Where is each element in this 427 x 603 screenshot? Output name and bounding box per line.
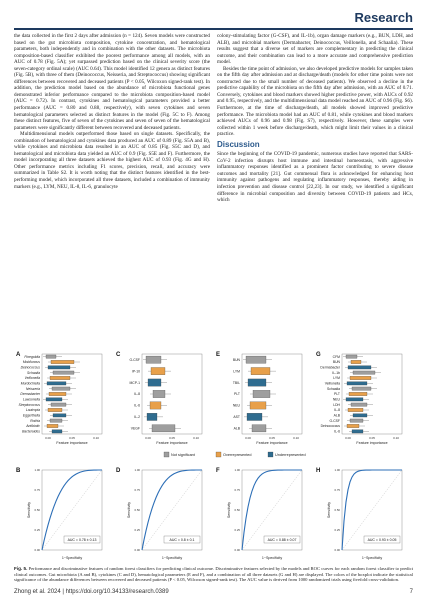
feature-label: Eggerthella <box>22 413 40 418</box>
feature-label: Bacteroides <box>22 429 40 434</box>
feature-label: Deinococcus <box>20 365 40 370</box>
paragraph: Since the beginning of the COVID-19 pandemic, numerous studies have reported that SARS-CoV-2 infection disrupts host immune and intestinal homeostasis, with aggressive inflammatory responses identified as a prominent factor contributing to severe disease outcomes and mortality [21]. Gut commensal flora is acknowledged for enhancing host immunity against pathogens and regulating inflammatory responses, thereby aiding in infection prevention and disease control [22,23]. In our study, we identified a significant difference in microbial composition and diversity between COVID-19 patients and HCs, which <box>217 151 413 204</box>
x-axis-title: Feature importance <box>56 441 88 445</box>
tick-label: 0.10 <box>393 436 399 440</box>
box <box>346 398 363 401</box>
box <box>352 387 371 390</box>
feature-label: G-CSF <box>329 418 340 423</box>
box <box>51 360 74 363</box>
box <box>353 371 375 374</box>
y-axis-title: Sensitivity <box>227 501 231 519</box>
feature-label: NEU <box>332 397 340 402</box>
tick-label: 0.05 <box>369 436 375 440</box>
tick-label: 0.05 <box>169 436 175 440</box>
paragraph: Besides the time point of admission, we also developed predictive models for samples taken on the fifth day after admission and at discharge/death (models for other time points were not constructed due to the small number of deceased patients). We observed a decline in the predictive capability of the microbiota on the fifth day after admission, with an AUC of 0.71. Conversely, cytokines and blood markers showed higher predictive power, with AUCs of 0.92 and 0.95, respectively, and the multidimensional data model reached an AUC of 0.96 (Fig. S6). Furthermore, at the time of discharge/death, all models showed improved predictive performance. The microbiota model had an AUC of 0.81, while cytokines and blood markers achieved AUCs of 0.96 and 0.98 (Fig. S7), respectively. However, these samples were collected within 1 week before discharge/death, which might limit their values in a clinical practice. <box>217 65 413 138</box>
box <box>348 408 363 411</box>
box <box>347 424 359 427</box>
feature-label: Lautropia <box>25 408 40 413</box>
tick-label: 1.00 <box>34 468 40 473</box>
feature-label: VEGF <box>130 426 140 431</box>
box <box>50 376 70 379</box>
y-axis-title: Sensitivity <box>27 501 31 519</box>
feature-label: Murdochiella <box>20 381 40 386</box>
box <box>46 355 56 358</box>
auc-label: AUC = 0.8 ± 0.1 <box>169 538 195 542</box>
box <box>252 425 266 432</box>
paragraph: colony-stimulating factor (G-CSF), and IL-1b), organ damage markers (e.g., BUN, LDH, and ALB), and microbial markers (Dermabacter, Deinococcus, Veillonella, and Schaalia). These results suggest that a diverse set of markers are complementary in predicting the clinical outcome, and their combination can lead to a more accurate and comprehensive prediction model. <box>217 33 413 66</box>
tick-label: 0.00 <box>245 436 251 440</box>
feature-label: BUN <box>232 357 240 362</box>
box <box>47 382 66 385</box>
tick-label: 0.50 <box>34 508 40 513</box>
x-axis-title: 1−Specificity <box>361 556 383 560</box>
tick-label: 0.50 <box>334 508 340 513</box>
box <box>248 379 266 386</box>
panel-label: G <box>316 352 321 358</box>
feature-label: IL-1b <box>332 370 340 375</box>
feature-label: NEU <box>232 403 240 408</box>
feature-label: Dermabacter <box>20 392 40 397</box>
tick-label: 0.00 <box>145 436 151 440</box>
x-axis-title: 1−Specificity <box>61 556 83 560</box>
tick-label: 1.00 <box>234 468 240 473</box>
tick-label: 0.25 <box>34 528 40 533</box>
section-heading: Discussion <box>217 139 260 149</box>
box <box>148 379 161 386</box>
y-axis-title: Sensitivity <box>327 501 331 519</box>
feature-label: Lawsonella <box>23 397 40 402</box>
figure-5 <box>14 348 413 566</box>
feature-label: Antibiotic <box>26 424 40 429</box>
tick-label: 0.00 <box>234 548 240 553</box>
feature-label: Rothia <box>30 418 40 423</box>
feature-label: MCP-1 <box>129 380 140 385</box>
feature-label: CFM <box>332 354 340 359</box>
feature-label: ALB <box>233 426 240 431</box>
box <box>346 355 357 358</box>
feature-label: LYM <box>233 369 240 374</box>
box <box>52 430 62 433</box>
paragraph: Multidimensional models outperformed those based on single datasets. Specifically, the combination of hematological and cytokines data produced an AUC of 0.89 (Fig. S5A and B), while cytokines and microbiota data resulted in an AUC of 0.85 (Fig. S5C and D), and hematological and microbiota data yielded an AUC of 0.9 (Fig. S5E and F). Furthermore, the model incorporating all three datasets achieved the highest AUC of 0.93 (Fig. 4G and H). Other performance metrics including F1 scores, precision, recall, and accuracy were summarized in Table S2. It is worth noting that the distinct features identified in the best-performing model, which incorporated all three datasets, included a combination of immunity markers (e.g., LYM, NEU, IL-8, IL-6, granulocyte <box>14 131 210 190</box>
left-column <box>14 33 210 190</box>
feature-label: Mobiluncus <box>22 360 40 365</box>
tick-label: 0.50 <box>134 508 140 513</box>
feature-label: ALB <box>333 413 340 418</box>
tick-label: 0.25 <box>134 528 140 533</box>
box <box>351 403 367 406</box>
box <box>49 392 66 395</box>
feature-label: IP-10 <box>131 369 140 374</box>
tick-label: 0.10 <box>293 436 299 440</box>
box <box>250 402 266 409</box>
feature-label: Finegoldia <box>24 354 40 359</box>
tick-label: 0.75 <box>134 488 140 493</box>
legend-label: Not significant <box>171 453 195 457</box>
header-rule <box>14 28 413 30</box>
auc-label: AUC = 0.78 ± 0.13 <box>67 538 97 542</box>
right-column <box>217 33 413 204</box>
box <box>153 390 165 397</box>
feature-label: G-CSF <box>129 357 140 362</box>
feature-label: Dermabacter <box>320 365 340 370</box>
box <box>147 413 157 420</box>
panel-label: F <box>216 468 220 474</box>
tick-label: 0.00 <box>45 436 51 440</box>
feature-label: Schaalia <box>326 386 340 391</box>
panel-label: D <box>116 468 121 474</box>
tick-label: 0.75 <box>34 488 40 493</box>
panel-label: B <box>16 468 21 474</box>
feature-label: Schaalia <box>26 370 40 375</box>
feature-label: IL-6 <box>134 403 140 408</box>
box <box>353 414 367 417</box>
tick-label: 0.25 <box>334 528 340 533</box>
tick-label: 0.00 <box>134 548 140 553</box>
feature-label: PLT <box>234 392 240 397</box>
tick-label: 0.05 <box>69 436 75 440</box>
box <box>46 398 62 401</box>
tick-label: 1.00 <box>134 468 140 473</box>
box <box>52 387 70 390</box>
box <box>247 413 262 420</box>
panel-label: C <box>116 352 121 358</box>
box <box>349 392 367 395</box>
x-axis-title: Feature importance <box>256 441 288 445</box>
tick-label: 0.05 <box>269 436 275 440</box>
box <box>352 430 363 433</box>
box <box>51 403 66 406</box>
feature-label: IL-2 <box>134 415 140 420</box>
legend-label: Overrepresented <box>223 453 252 457</box>
feature-label: PLT <box>334 392 340 397</box>
box <box>48 408 62 411</box>
x-axis-title: 1−Specificity <box>161 556 183 560</box>
tick-label: 0.10 <box>193 436 199 440</box>
caption-label: Fig. 5. <box>14 566 28 571</box>
box <box>347 382 367 385</box>
tick-label: 0.00 <box>34 548 40 553</box>
feature-label: Veillonella <box>324 381 340 386</box>
tick-label: 0.75 <box>234 488 240 493</box>
feature-label: Neisseria <box>25 386 40 391</box>
panel-label: A <box>16 352 21 358</box>
page-number: 7 <box>409 589 413 595</box>
box <box>48 366 70 369</box>
tick-label: 0.75 <box>334 488 340 493</box>
footer-citation: Zhong et al. 2024 | https://doi.org/10.34133/research.0389 <box>14 589 169 595</box>
auc-label: AUC = 0.93 ± 0.05 <box>367 538 397 542</box>
box <box>47 424 58 427</box>
box <box>53 371 74 374</box>
box <box>50 419 62 422</box>
feature-label: TBIL <box>232 380 240 385</box>
x-axis-title: Feature importance <box>356 441 388 445</box>
panel-label: H <box>316 468 321 474</box>
box <box>146 356 161 363</box>
box <box>251 367 270 374</box>
box <box>151 367 165 374</box>
x-axis-title: 1−Specificity <box>261 556 283 560</box>
paragraph: the data collected in the first 2 days after admission (n = 124). Seven models were constructed based on the gut microbiota composition, cytokine concentration, and hematological parameters, both independently and in combination with the other datasets. The microbiota composition-based classifier exhibited the poorest performance among all models, with an AUC of 0.78 (Fig. 5A); yet surpassed prediction based on the clinical severity score (the seven-category ordinal scale) (AUC 0.64). This model identified 12 genera as distinct features (Fig. 5B), with three of them (Deinococcus, Neisseria, and Streptococcus) showing significant differences between recovered and deceased patients (P < 0.05, Wilcoxon signed-rank test). In addition, the prediction model based on the abundance of microbiota functional genes demonstrated inferior performance compared to the microbiota composition-based model (AUC = 0.72). In contrast, cytokines and hematological parameters provided a better performance (AUC = 0.80 and 0.88, respectively), with seven cytokines and seven hematological parameters selected as distinct features in the model (Fig. 5C to F). Among these distinct features, five of seven of the cytokines and seven of seven of the hematological parameters were significantly different between recovered and deceased patients. <box>14 33 210 131</box>
tick-label: 0.25 <box>234 528 240 533</box>
panel-label: E <box>216 352 221 358</box>
box <box>348 366 371 369</box>
feature-label: IL-6 <box>334 429 340 434</box>
feature-label: Veillonella <box>24 376 40 381</box>
page-footer <box>14 589 413 595</box>
feature-label: LDH <box>333 402 340 407</box>
box <box>152 425 175 432</box>
box <box>351 360 361 363</box>
feature-label: BUN <box>332 360 340 365</box>
caption-text: Performance and discriminative features of random forest classifiers for predicting clinical outcome. Discriminative features selected by the models and ROC curves for each random forest classifier to predict clinical outcomes. Gut microbiota (A and B), cytokines (C and D), hematological parameters (E and F), and a combination of all three datasets (G and H) are displayed. The colors of the boxplot indicate the statistical significance of the abundance differences between recovered and deceased patients (P < 0.05, Wilcoxon signed-rank test). The AUC value is derived from 1000 randomized trials using fivefold cross-validation. <box>14 566 413 583</box>
feature-label: Streptococcus <box>18 402 40 407</box>
feature-label: AST <box>233 415 240 420</box>
feature-label: IL-8 <box>134 392 140 397</box>
figure-caption <box>14 566 413 583</box>
legend-swatch <box>268 452 273 457</box>
feature-label: IL-8 <box>334 408 340 413</box>
tick-label: 0.50 <box>234 508 240 513</box>
box <box>150 402 161 409</box>
box <box>253 390 270 397</box>
y-axis-title: Sensitivity <box>127 501 131 519</box>
tick-label: 0.00 <box>345 436 351 440</box>
box <box>350 376 371 379</box>
legend-label: Underrepresented <box>275 453 306 457</box>
box <box>246 356 266 363</box>
journal-name: Research <box>354 10 413 25</box>
box <box>53 414 66 417</box>
box <box>350 419 363 422</box>
legend-swatch <box>164 452 169 457</box>
auc-label: AUC = 0.88 ± 0.07 <box>267 538 297 542</box>
feature-label: LYM <box>333 376 340 381</box>
tick-label: 1.00 <box>334 468 340 473</box>
feature-label: Deinococcus <box>320 424 340 429</box>
x-axis-title: Feature importance <box>156 441 188 445</box>
tick-label: 0.10 <box>93 436 99 440</box>
tick-label: 0.00 <box>334 548 340 553</box>
legend-swatch <box>216 452 221 457</box>
